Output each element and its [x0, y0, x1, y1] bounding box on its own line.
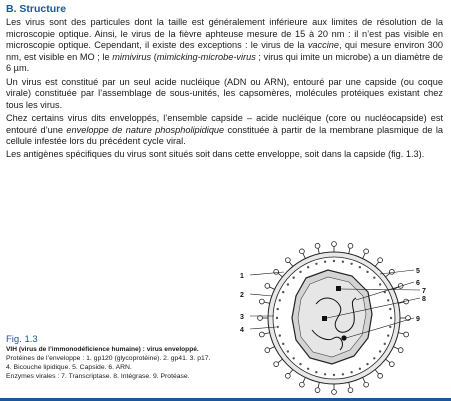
section-title: Structure: [19, 3, 67, 15]
p17-dot: [315, 371, 317, 373]
label-4: 4: [240, 327, 244, 334]
integrase-marker: [322, 316, 327, 321]
gp120-spike-head: [348, 388, 353, 393]
label-5: 5: [416, 268, 420, 275]
p3-italic-envelope: enveloppe de nature phospholipidique: [66, 124, 225, 135]
gp120-spike-head: [285, 258, 290, 263]
p17-dot: [333, 374, 335, 376]
transcriptase-marker: [336, 286, 341, 291]
p17-dot: [287, 283, 289, 285]
figure-caption: [6, 335, 238, 381]
gp120-spike-head: [364, 382, 369, 387]
p17-dot: [384, 343, 386, 345]
paragraph-3: [6, 113, 443, 148]
caption-line-4: Enzymes virales : 7. Transcriptase. 8. Intégrase. 9. Protéase.: [6, 373, 190, 380]
p17-dot: [277, 326, 279, 328]
p17-dot: [359, 266, 361, 268]
p17-dot: [276, 317, 278, 319]
p17-dot: [315, 263, 317, 265]
gp120-spike-head: [274, 362, 279, 367]
gp120-spike-head: [398, 348, 403, 353]
gp120-spike-head: [265, 283, 270, 288]
p3-text-1: Chez certains virus dits enveloppés, l’ensemble capside – acide nucléique (core ou nucléocapside) est entouré d’une: [6, 112, 443, 135]
gp120-spike-head: [315, 243, 320, 248]
gp120-spike-head: [389, 362, 394, 367]
p3-text-2: constituée à partir de la membrane plasmique de la cellule infestée lors du précédent cycle viral.: [6, 124, 443, 147]
p1-text-4: ; virus qui imite un microbe) a un diamètre de 6 µm.: [6, 51, 443, 74]
p17-dot: [307, 266, 309, 268]
p17-dot: [379, 350, 381, 352]
p17-dot: [324, 373, 326, 375]
label-9: 9: [416, 316, 420, 323]
p17-dot: [279, 334, 281, 336]
paragraph-1: [6, 17, 443, 75]
p17-dot: [292, 276, 294, 278]
section-heading: [6, 3, 66, 15]
gp120-spike-head: [299, 382, 304, 387]
section-letter: B.: [6, 3, 17, 15]
p17-dot: [350, 371, 352, 373]
gp120-spike-head: [364, 249, 369, 254]
p17-dot: [366, 363, 368, 365]
label-8: 8: [422, 296, 426, 303]
p17-dot: [390, 317, 392, 319]
p17-dot: [282, 343, 284, 345]
label-7: 7: [422, 288, 426, 295]
gp120-spike-head: [378, 258, 383, 263]
p17-dot: [299, 363, 301, 365]
p17-dot: [350, 263, 352, 265]
p17-dot: [342, 373, 344, 375]
p17-dot: [287, 350, 289, 352]
p1-italic-mimicking: mimicking-microbe-virus: [156, 51, 256, 62]
caption-line-3: 4. Bicouche lipidique. 5. Capside. 6. ARN.: [6, 364, 132, 371]
gp120-spike-head: [332, 242, 337, 247]
p17-dot: [324, 261, 326, 263]
p17-dot: [366, 271, 368, 273]
gp120-spike-head: [259, 332, 264, 337]
protease-marker: [341, 335, 346, 340]
label-3: 3: [240, 314, 244, 321]
p1-text-2: , qui mesure environ 300 nm, est visible en MO ; le: [6, 40, 443, 62]
gp120-spike-head: [332, 390, 337, 395]
p1-italic-mimivirus: mimivirus: [112, 51, 152, 62]
p17-dot: [279, 299, 281, 301]
hiv-virus-figure: [236, 234, 444, 398]
p17-dot: [282, 291, 284, 293]
gp120-spike-head: [274, 269, 279, 274]
gp120-spike-head: [299, 249, 304, 254]
p17-dot: [387, 334, 389, 336]
gp120-spike-head: [285, 373, 290, 378]
p17-dot: [379, 283, 381, 285]
p17-dot: [359, 368, 361, 370]
gp120-spike-head: [315, 388, 320, 393]
caption-line-2: Protéines de l’enveloppe : 1. gp120 (glycoprotéine). 2. gp41. 3. p17.: [6, 355, 211, 362]
gp120-spike-head: [348, 243, 353, 248]
label-6: 6: [416, 280, 420, 287]
p17-dot: [333, 260, 335, 262]
caption-line-1: VIH (virus de l’immonodéficience humaine) : virus enveloppé.: [6, 346, 199, 353]
p17-dot: [389, 326, 391, 328]
gp120-spike-head: [259, 299, 264, 304]
p17-dot: [387, 299, 389, 301]
caption-title: Fig. 1.3: [6, 334, 38, 345]
p17-dot: [277, 308, 279, 310]
gp120-spike-head: [404, 332, 409, 337]
gp120-spike-head: [258, 316, 263, 321]
p1-text-3: (: [151, 51, 157, 62]
p17-dot: [373, 276, 375, 278]
label-1: 1: [240, 273, 244, 280]
p1-text-1: Les virus sont des particules dont la taille est généralement inférieure aux limites de résolution de la microscopie optique. Ainsi, le virus de la fièvre aphteuse mesure de 15 à 20 nm : il n’est pas visible en microscopie optique. Cependant, il existe des exceptions : le virus de la: [6, 17, 443, 51]
gp120-spike-head: [265, 348, 270, 353]
label-2: 2: [240, 292, 244, 299]
p17-dot: [299, 271, 301, 273]
paragraph-4: Les antigènes spécifiques du virus sont situés soit dans cette enveloppe, soit dans la capside (fig. 1.3).: [6, 149, 425, 160]
p17-dot: [292, 357, 294, 359]
gp120-spike-head: [389, 269, 394, 274]
gp120-spike-head: [378, 373, 383, 378]
p17-dot: [389, 308, 391, 310]
paragraph-2: Un virus est constitué par un seul acide nucléique (ADN ou ARN), entouré par une capside (ou coque virale) constituée par l’assemblage de sous-unités, les capsomères, molécules protéiques existant chez tous les virus.: [6, 76, 443, 110]
p17-dot: [342, 261, 344, 263]
p1-italic-vaccine: vaccine: [307, 40, 339, 51]
p17-dot: [373, 357, 375, 359]
p17-dot: [307, 368, 309, 370]
body-text: [6, 17, 443, 163]
hiv-virus-diagram: [236, 234, 444, 398]
